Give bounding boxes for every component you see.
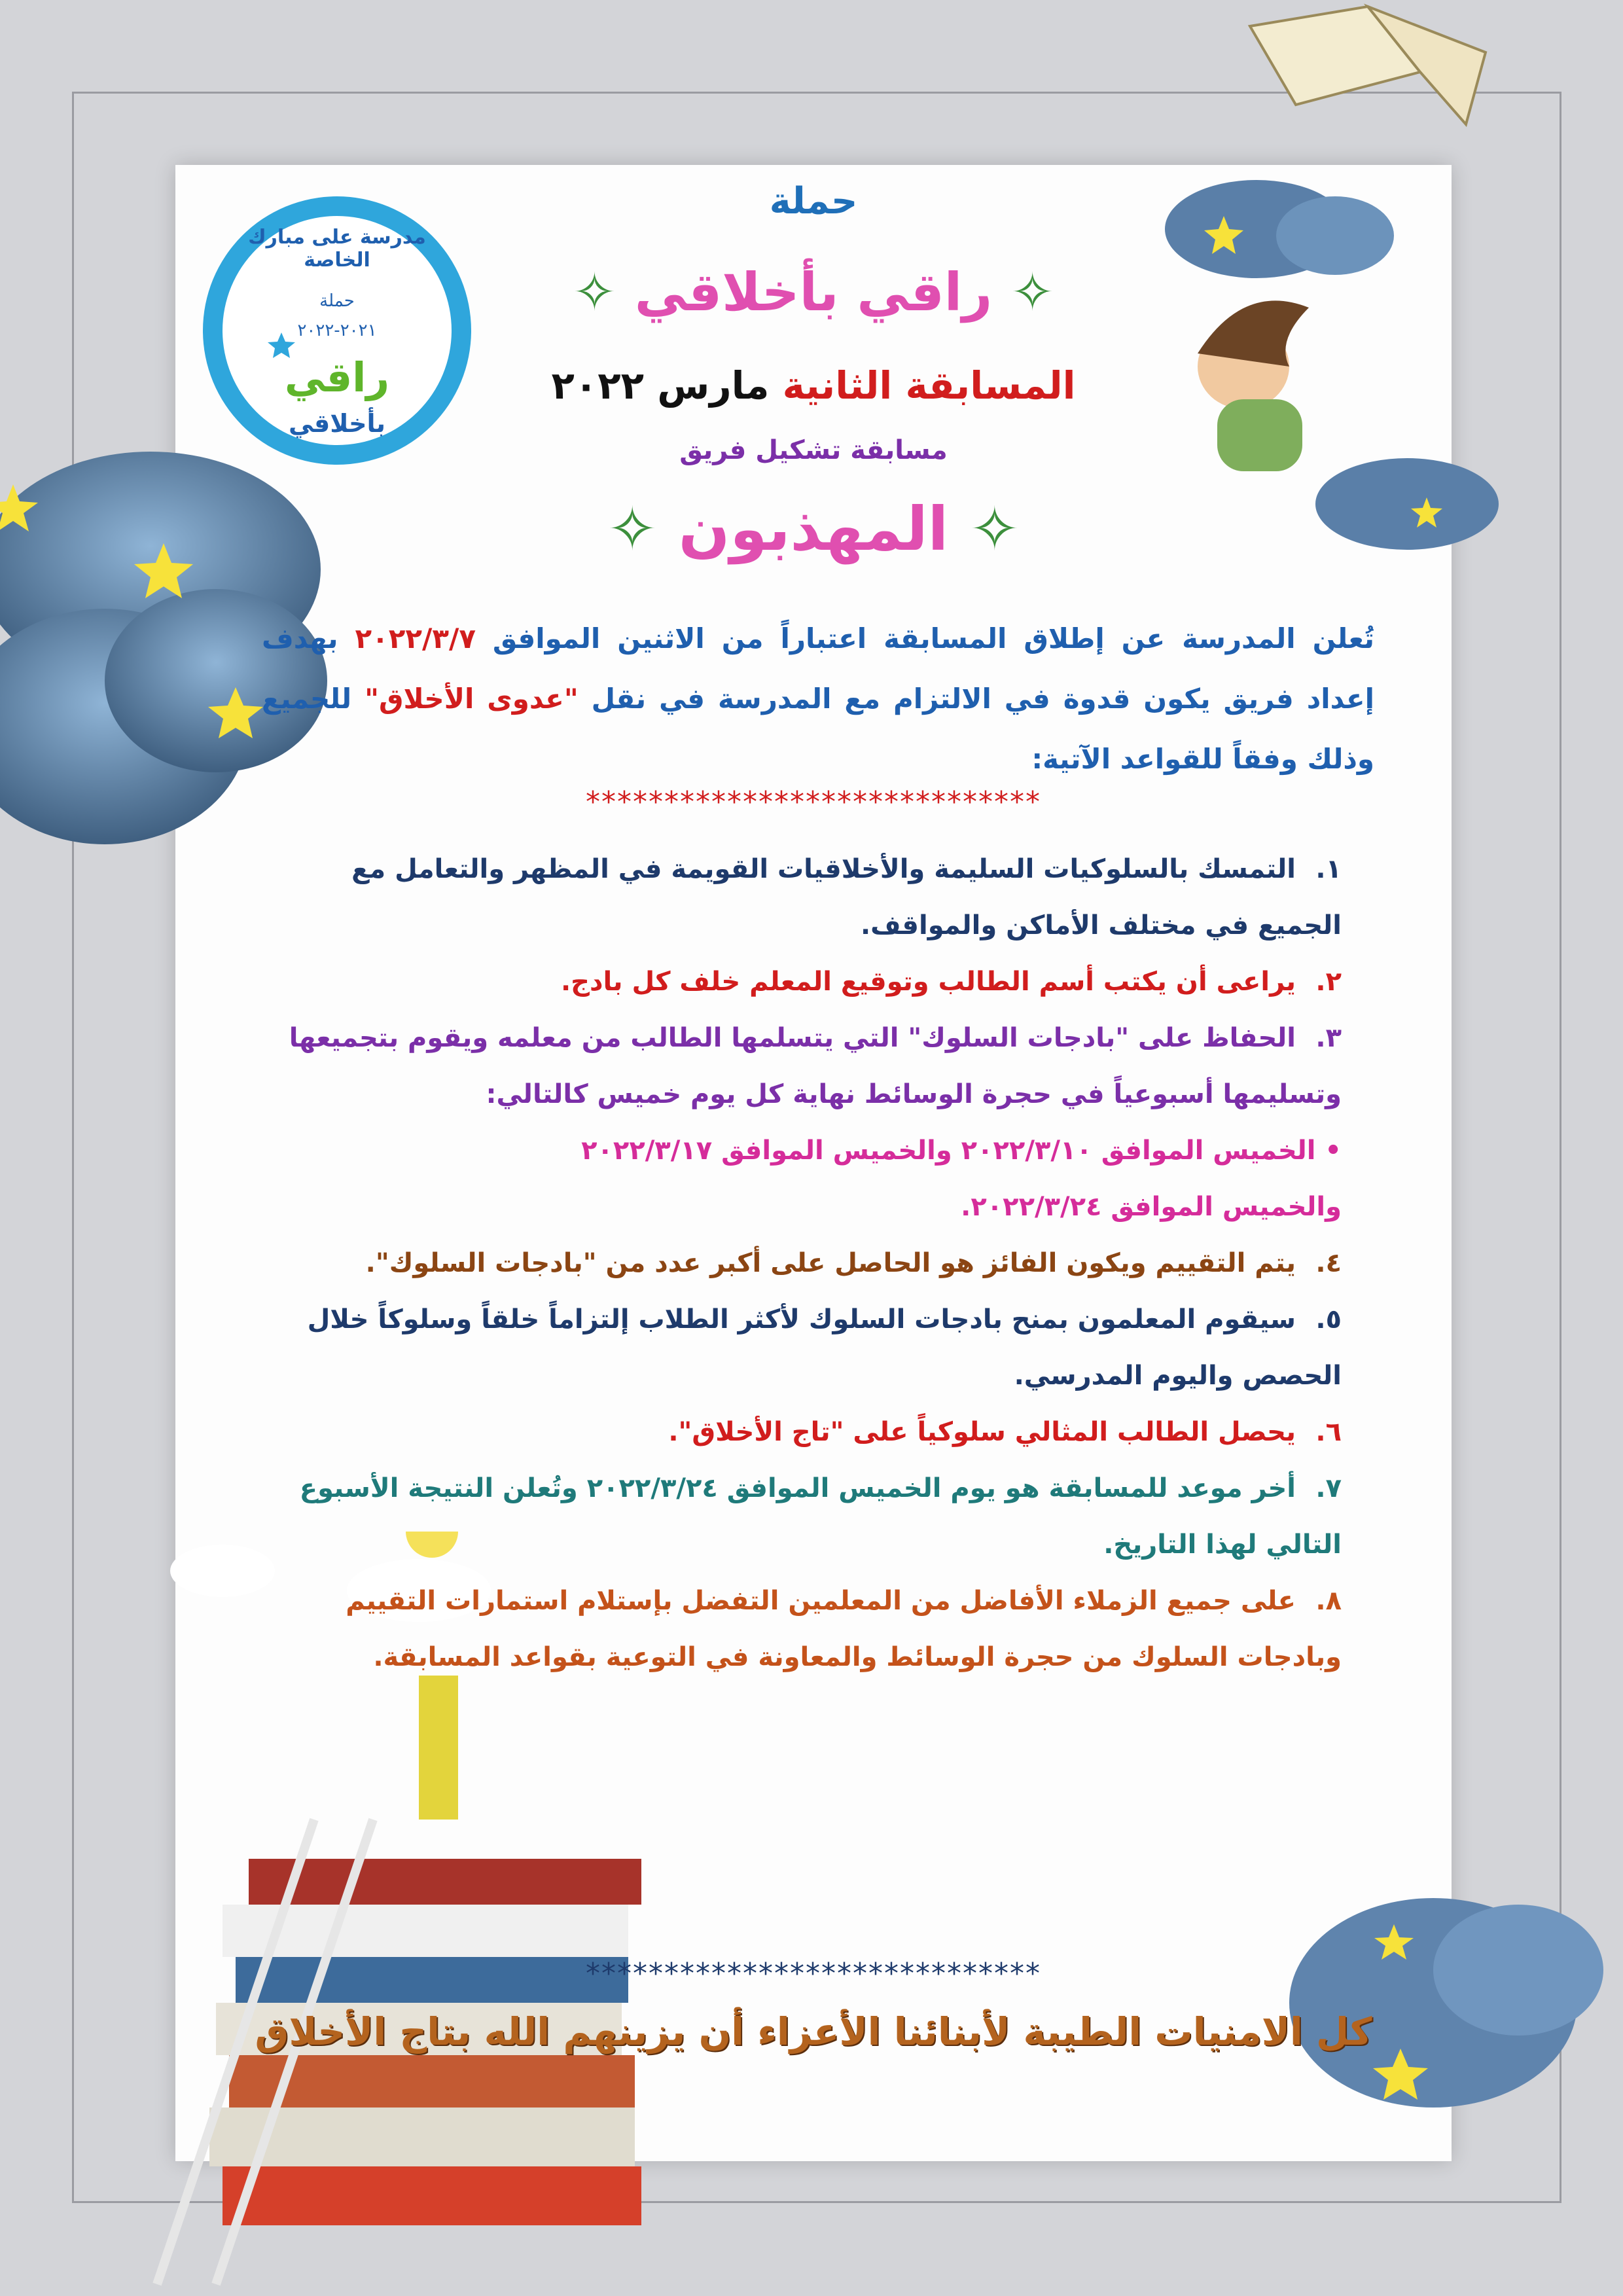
logo-brand-top: راقي	[284, 353, 390, 401]
intro-date: ٢٠٢٢/٣/٧	[355, 622, 476, 655]
campaign-name-text: راقي بأخلاقي	[634, 262, 993, 323]
palm-icon: ✧	[1010, 262, 1055, 323]
rule-item: ٢.يراعى أن يكتب أسم الطالب وتوقيع المعلم خلف كل بادج.	[560, 967, 1342, 997]
logo-brand-bottom: بأخلاقي	[288, 409, 386, 438]
palm-icon: ✧	[607, 494, 658, 564]
closing-message: كل الامنيات الطيبة لأبنائنا الأعزاء أن يزينهم الله بتاج الأخلاق	[255, 2009, 1372, 2054]
logo-years: ٢٠٢١-٢٠٢٢	[297, 321, 377, 340]
logo-campaign: حملة	[319, 291, 355, 311]
campaign-name	[175, 262, 1452, 323]
rule-item: ٤.يتم التقييم ويكون الفائز هو الحاصل على أكبر عدد من "بادجات السلوك".	[365, 1248, 1342, 1278]
intro-quote: "عدوى الأخلاق"	[365, 683, 579, 715]
intro-part1: تُعلن المدرسة عن إطلاق المسابقة اعتباراً من الاثنين الموافق	[492, 622, 1374, 655]
thursday-line-1: الخميس الموافق ٢٠٢٢/٣/١٠ والخميس الموافق ٢٠٢٢/٣/١٧	[581, 1136, 1316, 1166]
rule-item: ٣.الحفاظ على "بادجات السلوك" التي يتسلمها الطالب من معلمه ويقوم بتجميعها وتسليمها أسبوعياً في حجرة الوسائط نهاية كل يوم خميس كالتالي:	[289, 1023, 1342, 1109]
contest-subtitle: مسابقة تشكيل فريق	[679, 435, 948, 465]
contest-title-red: المسابقة الثانية	[782, 363, 1076, 408]
thursday-line-2: والخميس الموافق ٢٠٢٢/٣/٢٤.	[961, 1192, 1342, 1222]
rule-item: ٥.سيقوم المعلمون بمنح بادجات السلوك لأكثر الطلاب إلتزاماً خلقاً وسلوكاً خلال الحصص واليوم المدرسي.	[307, 1304, 1342, 1391]
separator-bottom: *****************************	[586, 1957, 1041, 1990]
rule-item: ١.التمسك بالسلوكيات السليمة والأخلاقيات القويمة في المظهر والتعامل مع الجميع في مختلف الأماكن والمواقف.	[351, 854, 1342, 941]
rule-item: ٨.على جميع الزملاء الأفاضل من المعلمين التفضل بإستلام استمارات التقييم وبادجات السلوك من حجرة الوسائط والمعاونة في التوعية بقواعد المسابقة.	[346, 1586, 1342, 1672]
rule-item: ٧.أخر موعد للمسابقة هو يوم الخميس الموافق ٢٠٢٢/٣/٢٤ وتُعلن النتيجة الأسبوع التالي لهذا التاريخ.	[299, 1473, 1342, 1560]
palm-icon: ✧	[969, 494, 1020, 564]
contest-title	[175, 363, 1452, 408]
palm-icon: ✧	[572, 262, 616, 323]
team-name-text: المهذبون	[678, 494, 949, 564]
rules-list	[262, 841, 1342, 1685]
intro-part2: بهدف إعداد فريق يكون قدوة في الالتزام مع المدرسة في نقل	[262, 622, 1375, 715]
rule-item: ٦.يحصل الطالب المثالي سلوكياً على "تاج الأخلاق".	[668, 1417, 1342, 1447]
team-name	[175, 494, 1452, 564]
contest-date: مارس ٢٠٢٢	[551, 363, 770, 408]
separator-top: *****************************	[586, 785, 1041, 819]
intro-paragraph	[262, 609, 1374, 789]
campaign-word: حملة	[769, 180, 858, 223]
bullet-icon: •	[1325, 1136, 1342, 1166]
thursday-dates	[262, 1122, 1342, 1235]
intro-part3: للجميع وذلك وفقاً للقواعد الآتية:	[262, 683, 1374, 775]
logo-school-name: مدرسة على مبارك الخاصة	[248, 226, 426, 272]
open-book-icon	[1250, 7, 1486, 124]
